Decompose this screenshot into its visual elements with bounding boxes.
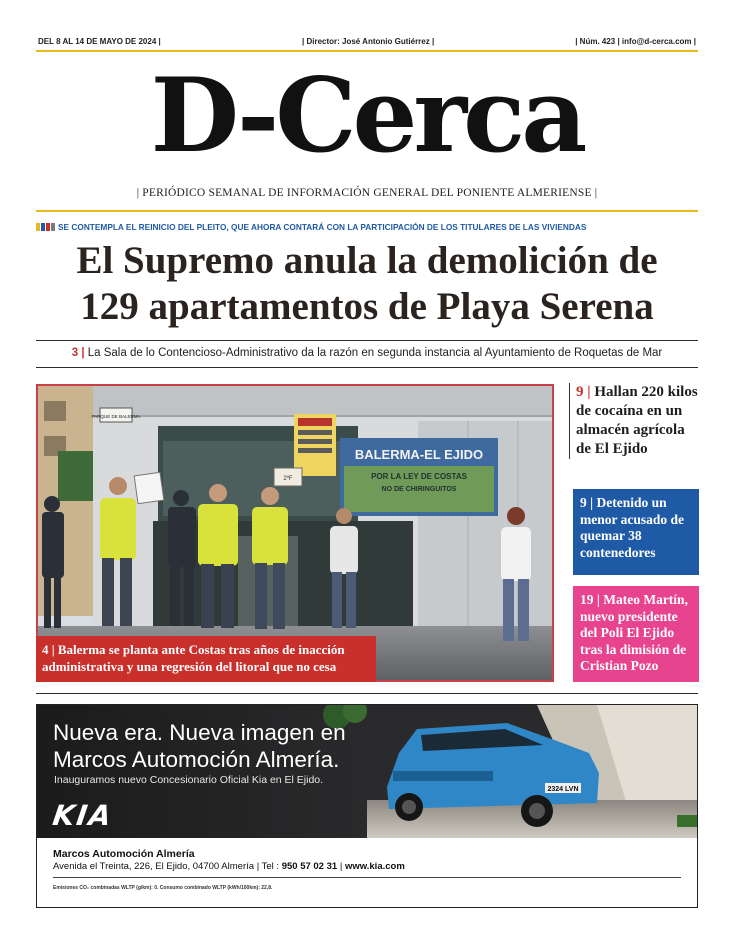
caption-separator: | [51,642,55,657]
kia-advertisement[interactable] [36,704,698,908]
lead-subhead [36,347,698,359]
kicker-text: SE CONTEMPLA EL REINICIO DEL PLEITO, QUE AHORA CONTARÁ CON LA PARTICIPACIÓN DE LOS TITULARES DE LAS VIVIENDAS [58,222,587,232]
tel-label: Tel : [261,861,280,872]
masthead-logo[interactable] [36,54,698,178]
banner-line-2: POR LA LEY DE COSTAS [371,472,467,481]
sidebar-page-ref: 9 [576,384,584,400]
kicker-square-icon [41,223,45,231]
gold-divider-top [36,50,698,52]
separator: | [256,861,260,872]
photo-caption[interactable] [36,636,376,682]
ad-divider [53,877,681,878]
gold-divider-masthead [36,210,698,212]
lead-headline[interactable] [36,238,698,330]
rule [36,367,698,368]
sidebar-item-text: Hallan 220 kilos de cocaína en un almacén agrícola de El Ejido [576,384,698,457]
license-plate: 2324 LVN [547,786,579,793]
issue-number: | Núm. 423 | info@d-cerca.com | [575,37,696,46]
dealer-website[interactable]: www.kia.com [344,861,405,872]
tagline: | PERIÓDICO SEMANAL DE INFORMACIÓN GENERAL DEL PONIENTE ALMERIENSE | [136,187,598,199]
emissions-fine-print: Emisiones CO₂ combinadas WLTP (g/km): 0. Consumo combinado WLTP (kWh/100km): 22,8. [53,885,273,891]
lead-kicker [36,221,698,233]
dealer-contact [53,861,405,872]
ad-image [37,705,697,838]
kia-logo: KIA [50,799,116,832]
banner-title: BALERMA-EL EJIDO [354,447,484,462]
ad-headline-line-1: Nueva era. Nueva imagen en [53,720,346,745]
dealer-phone[interactable]: 950 57 02 31 [281,861,338,872]
sidebar-item-text: 9 | Detenido un menor acusado de quemar 38 contenedores [580,495,685,560]
headline-line-1: El Supremo anula la demolición de [76,239,658,282]
rule [36,340,698,341]
sidebar-item-cocaine[interactable] [569,383,701,459]
caption-page: 4 [42,642,49,657]
page-ref: 3 [71,347,79,359]
banner-line-3: NO DE CHIRINGUITOS [381,486,457,493]
rule [36,693,698,694]
dealer-address: Avenida el Treinta, 226, El Ejido, 04700 Almería [53,861,255,872]
subhead-text: La Sala de lo Contencioso-Administrativo da la razón en segunda instancia al Ayuntamiento de Roquetas de Mar [87,347,663,359]
ad-headline [53,719,346,773]
edition-date: DEL 8 AL 14 DE MAYO DE 2024 | [38,37,161,46]
kicker-square-icon [51,223,55,231]
hand-sign: 2ºF [283,476,293,482]
kicker-square-icon [46,223,50,231]
separator: | [81,347,85,359]
dealer-name: Marcos Automoción Almería [53,848,195,860]
sidebar-item-text: 19 | Mateo Martín, nuevo presidente del Poli El Ejido tras la dimisión de Cristian Pozo [580,592,688,673]
sidebar-item-poli-ejido[interactable] [573,586,699,682]
separator: | [339,861,343,872]
sidebar-separator: | [587,384,591,400]
sidebar-item-detenido[interactable] [573,489,699,575]
kicker-square-icon [36,223,40,231]
caption-text: Balerma se planta ante Costas tras años de inacción administrativa y una regresión del litoral que no cesa [42,642,345,674]
street-sign: PARQUE DE BALERMA [91,414,141,419]
edition-bar [36,37,698,49]
headline-line-2: 129 apartamentos de Playa Serena [80,285,654,328]
director-credit: | Director: José Antonio Gutiérrez | [302,37,435,46]
ad-headline-line-2: Marcos Automoción Almería. [53,747,340,772]
ad-subline: Inauguramos nuevo Concesionario Oficial Kia en El Ejido. [54,774,324,786]
logo-wordmark: D-Cerca [150,56,584,176]
